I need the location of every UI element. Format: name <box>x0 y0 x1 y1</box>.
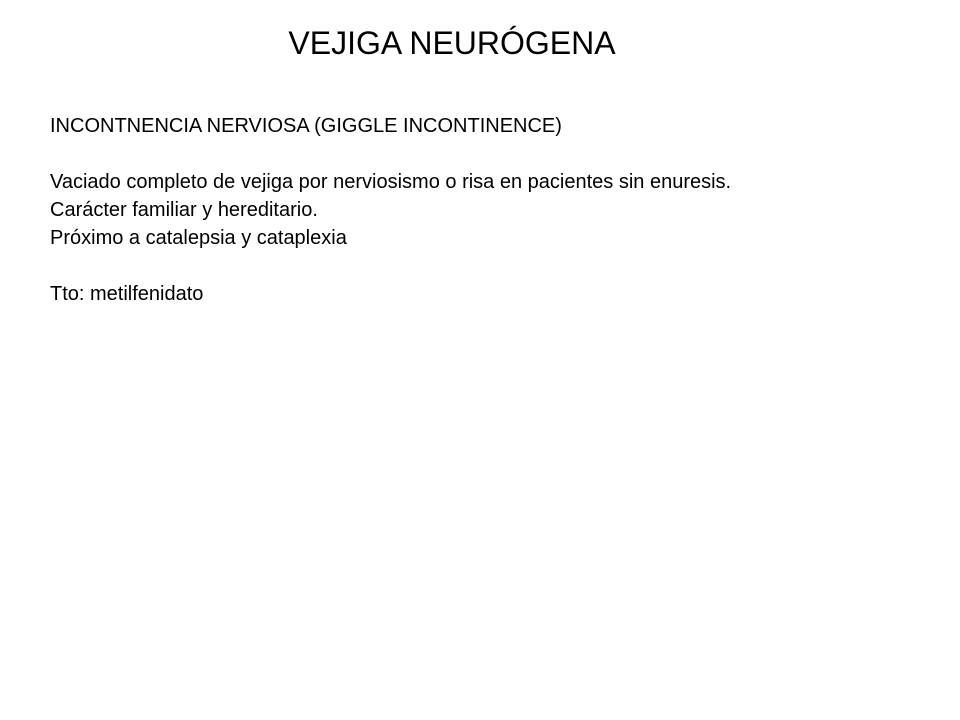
slide-body <box>50 112 810 308</box>
slide-title: VEJIGA NEURÓGENA <box>288 25 616 61</box>
description-line: Vaciado completo de vejiga por nerviosismo o risa en pacientes sin enuresis. <box>50 171 732 193</box>
spacer <box>50 140 810 168</box>
section-heading: INCONTNENCIA NERVIOSA (GIGGLE INCONTINENCE) <box>50 115 562 137</box>
spacer <box>50 252 810 280</box>
description-line: Próximo a catalepsia y cataplexia <box>50 227 347 249</box>
description-line: Carácter familiar y hereditario. <box>50 199 318 221</box>
treatment-line: Tto: metilfenidato <box>50 283 204 305</box>
